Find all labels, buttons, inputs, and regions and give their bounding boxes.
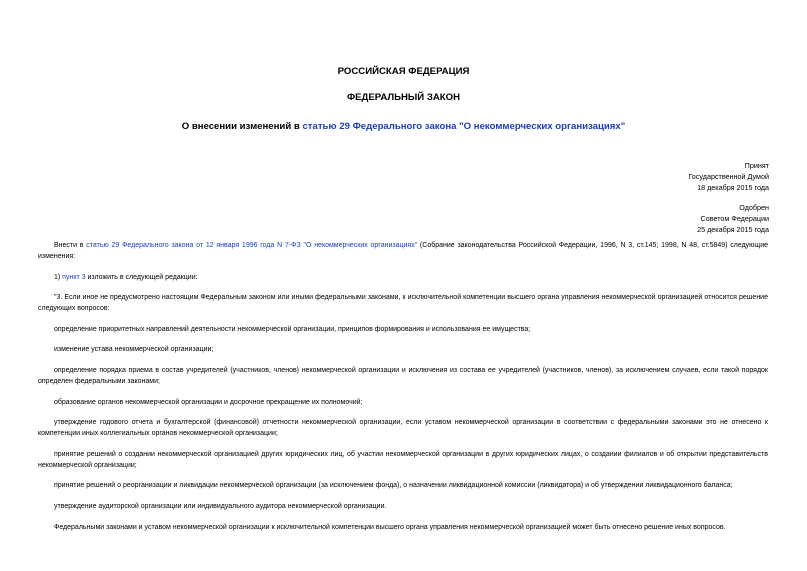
intro-paragraph — [38, 241, 768, 262]
law-title-prefix: О внесении изменений в — [181, 121, 303, 132]
law-title-link[interactable]: статью 29 Федерального закона "О некоммерческих организациях" — [302, 121, 626, 132]
accepted-date: 18 декабря 2015 года — [697, 183, 769, 192]
item-1-prefix: 1) — [54, 274, 63, 281]
paragraph-auditor: утверждение аудиторской организации или индивидуального аудитора некоммерческой организации. — [54, 503, 387, 510]
paragraph-legal-entities: принятие решений о создании некоммерческой организацией других юридических лиц, об участии некоммерческой организации в других юридических лицах, о создании филиалов и об открытии представительств некоммерческой организации; — [38, 451, 768, 469]
approved-date: 25 декабря 2015 года — [697, 225, 769, 234]
item-1-paragraph — [38, 273, 768, 284]
paragraph-annual-report: утверждение годового отчета и бухгалтерской (финансовой) отчетности некоммерческой организации, если уставом некоммерческой организации в соответствии с федеральными законами это не отнесено к компетенции иных коллегиальных органов некоммерческой организации; — [38, 419, 768, 437]
law-title — [0, 121, 807, 132]
paragraph-bodies: образование органов некоммерческой организации и досрочное прекращение их полномочий; — [54, 399, 363, 406]
law-type-heading: ФЕДЕРАЛЬНЫЙ ЗАКОН — [346, 92, 461, 103]
intro-law-link[interactable]: статью 29 Федерального закона от 12 января 1996 года N 7-ФЗ "О некоммерческих организациях" — [86, 242, 418, 249]
accepted-line-1: Принят — [744, 161, 769, 170]
country-heading: РОССИЙСКАЯ ФЕДЕРАЦИЯ — [337, 66, 470, 77]
approved-line-1: Одобрен — [739, 203, 769, 212]
paragraph-other-questions: Федеральными законами и уставом некоммерческой организации к исключительной компетенции высшего органа управления некоммерческой организацией может быть отнесено решение иных вопросов. — [54, 524, 726, 531]
paragraph-reorganization: принятие решений о реорганизации и ликвидации некоммерческой организации (за исключением фонда), о назначении ликвидационной комиссии (ликвидатора) и об утверждении ликвидационного баланса; — [54, 482, 733, 489]
accepted-block — [688, 160, 769, 193]
intro-prefix: Внести в — [54, 242, 87, 249]
accepted-line-2: Государственной Думой — [688, 172, 769, 181]
paragraph-priorities: определение приоритетных направлений деятельности некоммерческой организации, принципов формирования и использования ее имущества; — [54, 326, 531, 333]
item-1-link[interactable]: пункт 3 — [62, 274, 86, 281]
intro-suffix: (Собрание законодательства Российской Федерации, 1996, N 3, ст.145; 1998, N 48, ст.5849) следующие изменения: — [38, 242, 768, 260]
paragraph-admission: определение порядка приема в состав учредителей (участников, членов) некоммерческой организации и исключения из состава ее учредителей (участников, членов), за исключением случаев, если такой порядок определен федеральными законами; — [38, 367, 768, 385]
paragraph-charter: изменение устава некоммерческой организации; — [54, 346, 214, 353]
quote-paragraph: "3. Если иное не предусмотрено настоящим Федеральным законом или иными федеральными законами, к исключительной компетенции высшего органа управления некоммерческой организацией относится решение следующих вопросов: — [38, 294, 768, 312]
approved-block — [697, 202, 769, 235]
approved-line-2: Советом Федерации — [700, 214, 769, 223]
item-1-suffix: изложить в следующей редакции: — [85, 274, 198, 281]
